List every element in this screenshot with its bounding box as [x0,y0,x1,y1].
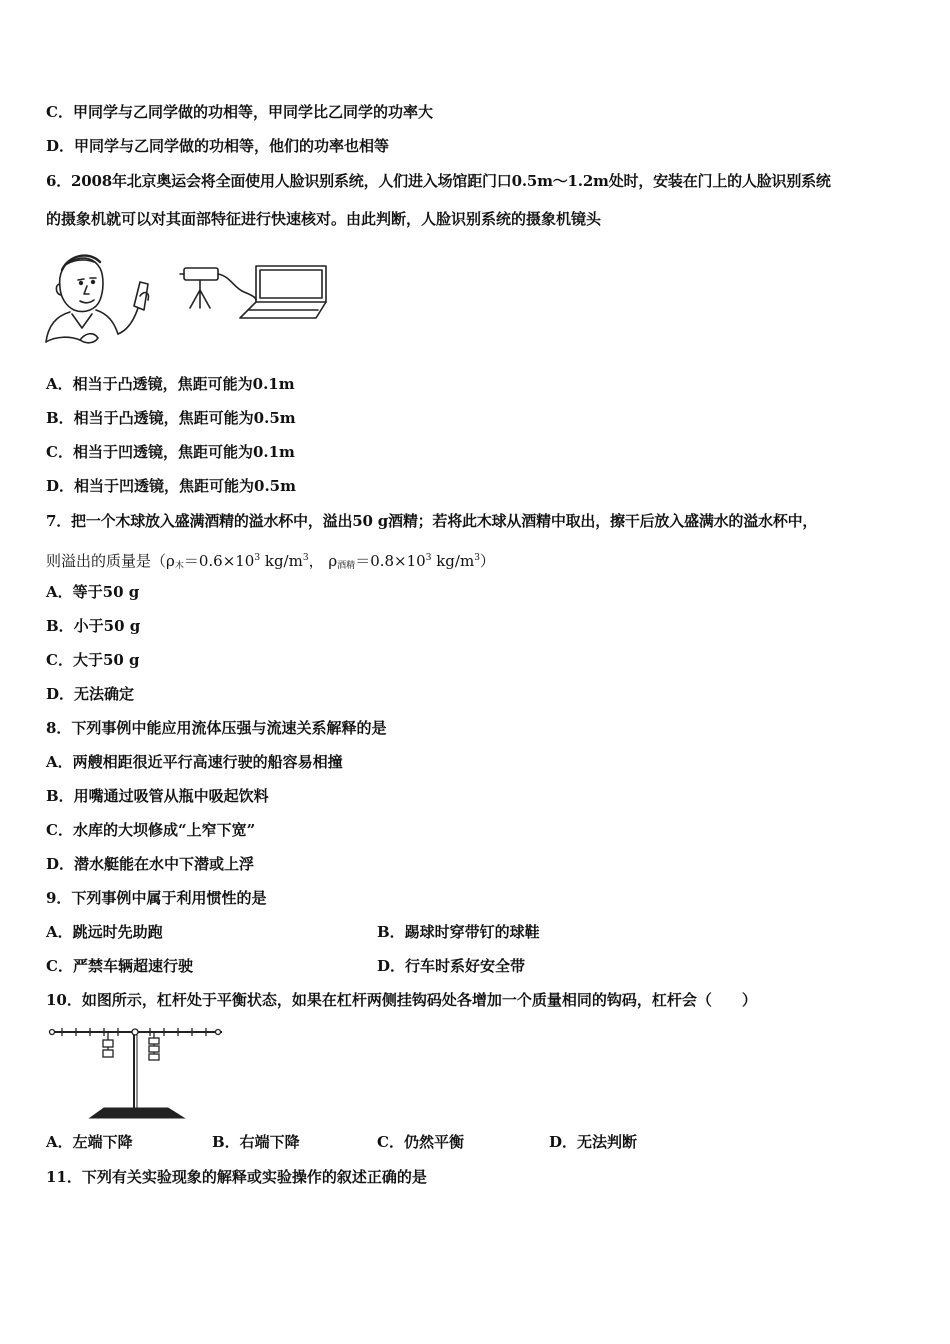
q10-option-d: D．无法判断 [549,1133,638,1151]
q5-option-c: C．甲同学与乙同学做的功相等，甲同学比乙同学的功率大 [46,103,433,121]
exponent: 3 [474,553,480,563]
q10-option-c: C．仍然平衡 [377,1133,464,1151]
q8-option-a: A．两艘相距很近平行高速行驶的船容易相撞 [46,753,343,771]
q8-option-b: B．用嘴通过吸管从瓶中吸起饮料 [46,787,269,805]
q7-option-d: D．无法确定 [46,685,135,703]
separator: ， ρ [308,552,338,570]
q6-stem-line1: 6．2008年北京奥运会将全面使用人脸识别系统，人们进入场馆距门口0.5m～1.2m处时，安装在门上的人脸识别系统 [46,172,831,190]
density-unit: kg/m [260,552,303,570]
q7-option-a: A．等于50 g [46,583,140,601]
density-unit: kg/m [431,552,475,570]
q10-option-b: B．右端下降 [212,1133,300,1151]
q6-stem-line2: 的摄象机就可以对其面部特征进行快速核对。由此判断，人脸识别系统的摄象机镜头 [46,210,602,228]
q8-stem: 8．下列事例中能应用流体压强与流速关系解释的是 [46,719,387,737]
lever-figure [46,1022,228,1122]
density-alcohol-value: ＝0.8×10 [355,552,426,570]
q8-option-d: D．潜水艇能在水中下潜或上浮 [46,855,255,873]
q7-option-c: C．大于50 g [46,651,140,669]
q10-stem: 10．如图所示，杠杆处于平衡状态，如果在杠杆两侧挂钩码处各增加一个质量相同的钩码，杠杆会（ ） [46,991,757,1009]
q11-stem: 11．下列有关实验现象的解释或实验操作的叙述正确的是 [46,1168,427,1186]
q9-stem: 9．下列事例中属于利用惯性的是 [46,889,267,907]
q9-option-c: C．严禁车辆超速行驶 [46,957,193,975]
q5-option-d: D．甲同学与乙同学做的功相等，他们的功率也相等 [46,137,390,155]
exponent: 3 [425,553,432,563]
q10-option-a: A．左端下降 [46,1133,133,1151]
q6-option-c: C．相当于凹透镜，焦距可能为0.1m [46,443,295,461]
q9-option-d: D．行车时系好安全带 [377,957,526,975]
density-wood-subscript: 木 [174,561,184,571]
face-recognition-figure [44,240,339,348]
q6-option-a: A．相当于凸透镜，焦距可能为0.1m [46,375,295,393]
q6-option-d: D．相当于凹透镜，焦距可能为0.5m [46,477,296,495]
q7-stem-line2 [46,548,495,576]
q7-stem-text: 则溢出的质量是（ρ [46,552,175,570]
density-wood-value: ＝0.6×10 [183,552,255,570]
q9-option-a: A．跳远时先助跑 [46,923,163,941]
q6-option-b: B．相当于凸透镜，焦距可能为0.5m [46,409,296,427]
q7-option-b: B．小于50 g [46,617,141,635]
density-alcohol-subscript: 酒精 [337,561,356,571]
closing-paren: ） [479,552,495,570]
q9-option-b: B．踢球时穿带钉的球鞋 [377,923,540,941]
exponent: 3 [302,553,309,563]
q7-stem-line1: 7．把一个木球放入盛满酒精的溢水杯中，溢出50 g酒精；若将此木球从酒精中取出，擦干后放入盛满水的溢水杯中， [46,512,818,530]
exponent: 3 [254,553,261,563]
q8-option-c: C．水库的大坝修成“上窄下宽” [46,821,256,839]
